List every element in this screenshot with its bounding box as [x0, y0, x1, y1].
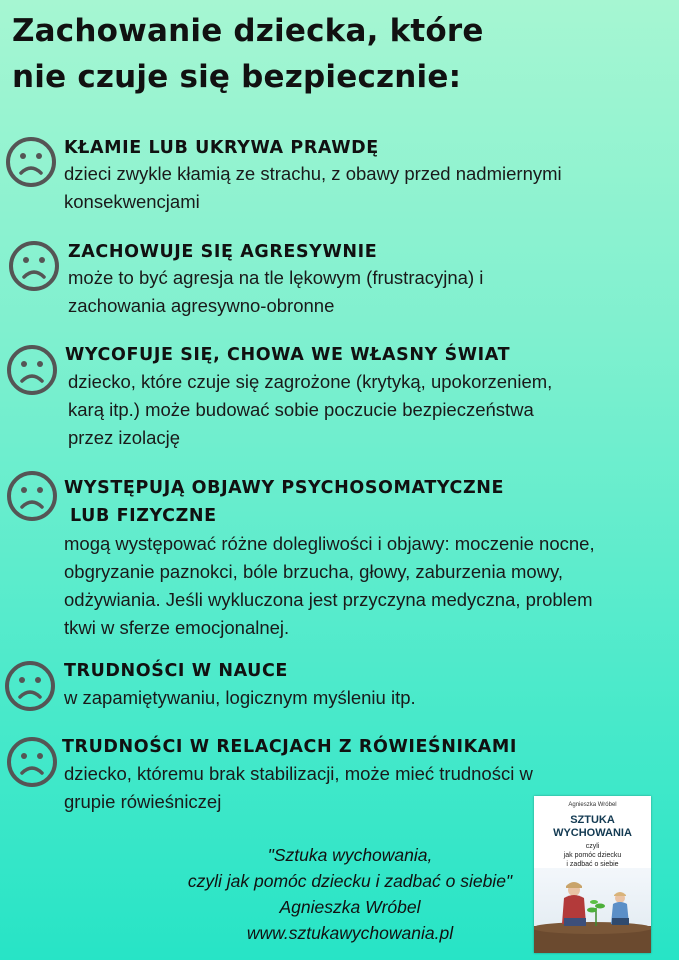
- item-heading: TRUDNOŚCI W RELACJACH Z RÓWIEŚNIKAMI: [62, 737, 518, 757]
- sad-face-icon: [6, 736, 58, 788]
- book-cover-image: [534, 796, 651, 953]
- sad-face-icon: [6, 470, 58, 522]
- page-title: [12, 8, 612, 100]
- item-heading: TRUDNOŚCI W NAUCE: [64, 661, 288, 681]
- item-heading: WYSTĘPUJĄ OBJAWY PSYCHOSOMATYCZNE LUB FIZYCZNE: [64, 478, 505, 526]
- sad-face-icon: [8, 240, 60, 292]
- item-description: może to być agresja na tle lękowym (frustracyjna) i zachowania agresywno-obronne: [68, 267, 484, 316]
- book-cover-subtitle: czyli jak pomóc dziecku i zadbać o siebie: [563, 843, 622, 868]
- item-description: dziecko, któremu brak stabilizacji, może mieć trudności w grupie rówieśniczej: [64, 763, 533, 812]
- book-citation: [150, 842, 550, 946]
- citation-line-2: czyli jak pomóc dziecku i zadbać o siebie": [187, 871, 513, 891]
- title-line-2: nie czuje się bezpiecznie:: [12, 59, 462, 95]
- citation-author: Agnieszka Wróbel: [279, 897, 421, 917]
- item-heading: KŁAMIE LUB UKRYWA PRAWDĘ: [64, 138, 379, 158]
- citation-line-1: "Sztuka wychowania,: [267, 845, 433, 865]
- book-cover-title: SZTUKA WYCHOWANIA: [553, 814, 632, 839]
- book-cover-author: Agnieszka Wróbel: [568, 802, 617, 808]
- book-cover-photo: [534, 868, 651, 953]
- item-description: dzieci zwykle kłamią ze strachu, z obawy przed nadmiernymi konsekwencjami: [64, 163, 562, 212]
- item-heading: ZACHOWUJE SIĘ AGRESYWNIE: [68, 242, 378, 262]
- citation-website: www.sztukawychowania.pl: [246, 923, 454, 943]
- sad-face-icon: [4, 660, 56, 712]
- item-heading: WYCOFUJE SIĘ, CHOWA WE WŁASNY ŚWIAT: [65, 345, 511, 365]
- sad-face-icon: [5, 136, 57, 188]
- item-description: dziecko, które czuje się zagrożone (krytyką, upokorzeniem, karą itp.) może budować sobie poczucie bezpieczeństwa przez izolację: [68, 371, 553, 448]
- item-description: w zapamiętywaniu, logicznym myśleniu itp.: [64, 687, 416, 708]
- sad-face-icon: [6, 344, 58, 396]
- title-line-1: Zachowanie dziecka, które: [12, 13, 484, 49]
- item-description: mogą występować różne dolegliwości i objawy: moczenie nocne, obgryzanie paznokci, bóle brzucha, głowy, zaburzenia mowy, odżywiania. Jeśli wykluczona jest przyczyna medyczna, problem tkwi w sferze emocjonalnej.: [64, 533, 595, 638]
